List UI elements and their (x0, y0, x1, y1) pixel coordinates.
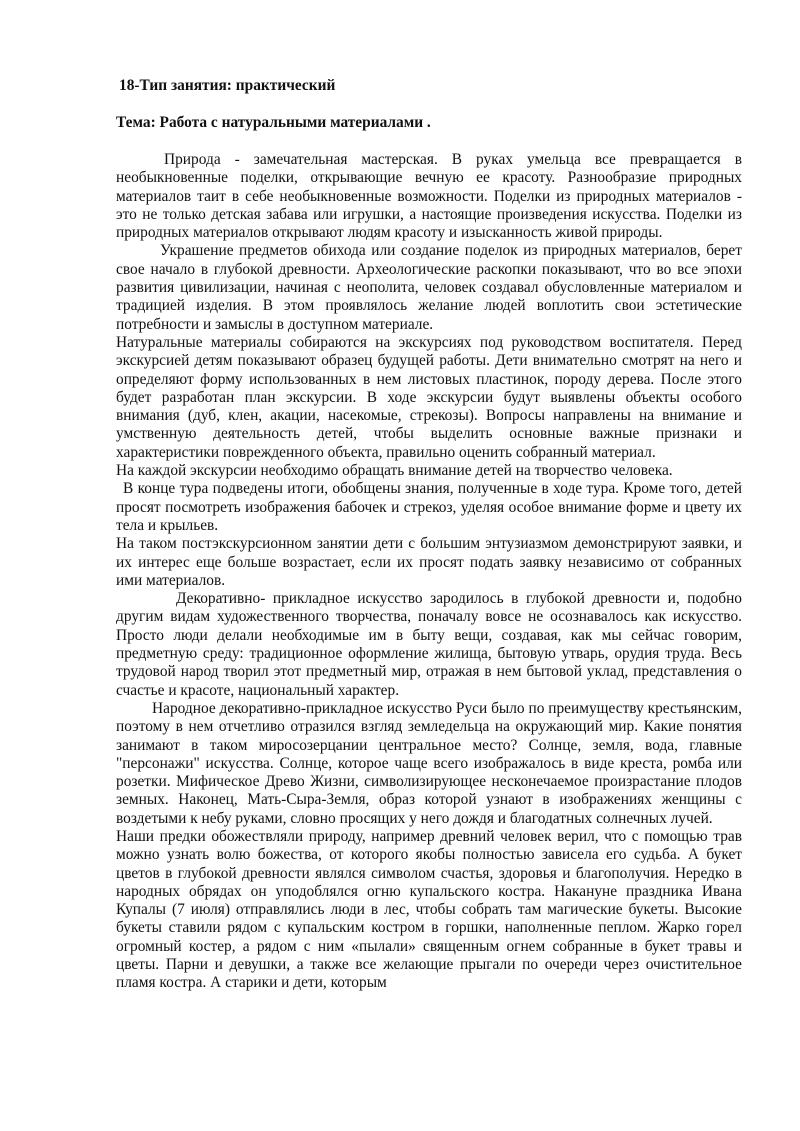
paragraph-excursions: Натуральные материалы собираются на экскурсиях под руководством воспитателя. Перед экскурсией детям показывают образец будущей работы. Дети внимательно смотрят на него и определяют форму использованных в нем листовых пластинок, породу дерева. После этого будет разработан план экскурсии. В ходе экскурсии будут выявлены объекты особого внимания (дуб, клен, акации, насекомые, стрекозы). Вопросы направлены на внимание и умственную деятельность детей, чтобы выделить основные важные признаки и характеристики поврежденного объекта, правильно оценить собранный материал. (116, 333, 742, 461)
topic-heading: Тема: Работа с натуральными материалами . (116, 114, 431, 131)
paragraph-nature-workshop: Природа - замечательная мастерская. В руках умельца все превращается в необыкновенные поделки, открывающие вечную ее красоту. Разнообразие природных материалов таит в себе необыкновенные возможности. Поделки из природных материалов - это не только детская забава или игрушки, а настоящие произведения искусства. Поделки из природных материалов открывают людям красоту и изысканность живой природы. (116, 151, 742, 242)
paragraph-tour-results: В конце тура подведены итоги, обобщены знания, полученные в ходе тура. Кроме того, детей просят посмотреть изображения бабочек и стрекоз, уделяя особое внимание форме и цвету их тела и крыльев. (116, 480, 742, 534)
document-body (116, 151, 742, 993)
paragraph-post-excursion: На таком постэкскурсионном занятии дети с большим энтузиазмом демонстрируют заявки, и их интерес еще больше возрастает, если их просят подать заявку независимо от собранных ими материалов. (116, 535, 742, 589)
lesson-type-heading: 18-Тип занятия: практический (119, 77, 336, 94)
paragraph-decoration-history: Украшение предметов обихода или создание поделок из природных материалов, берет свое начало в глубокой древности. Археологические раскопки показывают, что во все эпохи развития цивилизации, начиная с неополита, человек создавал обусловленные материалом и традицией изделия. В этом проявлялось желание людей воплотить свои эстетические потребности и замыслы в доступном материале. (116, 242, 742, 333)
paragraph-decorative-art: Декоративно- прикладное искусство зародилось в глубокой древности и, подобно другим видам художественного творчества, поначалу вовсе не осознавалось как искусство. Просто люди делали необходимые им в быту вещи, создавая, как мы сейчас говорим, предметную среду: традиционное оформление жилища, бытовую утварь, орудия труда. Весь трудовой народ творил этот предметный мир, отражая в нем бытовой уклад, представления о счастье и красоте, национальный характер. (116, 590, 742, 699)
paragraph-ancestors-nature: Наши предки обожествляли природу, например древний человек верил, что с помощью трав можно узнать волю божества, от которого якобы полностью зависела его судьба. А букет цветов в глубокой древности являлся символом счастья, здоровья и благополучия. Нередко в народных обрядах он уподоблялся огню купальского костра. Накануне праздника Ивана Купалы (7 июля) отправлялись люди в лес, чтобы собрать там магические букеты. Высокие букеты ставили рядом с купальским костром в горшки, наполненные пеплом. Жарко горел огромный костер, а рядом с ним «пылали» священным огнем собранные в букет травы и цветы. Парни и девушки, а также все желающие прыгали по очереди через очистительное пламя костра. А старики и дети, которым (116, 827, 742, 992)
paragraph-attention-creativity: На каждой экскурсии необходимо обращать внимание детей на творчество человека. (116, 462, 673, 480)
paragraph-folk-art-rus: Народное декоративно-прикладное искусство Руси было по преимуществу крестьянским, поэтому в нем отчетливо отразился взгляд земледельца на окружающий мир. Какие понятия занимают в таком миросозерцании центральное место? Солнце, земля, вода, главные "персонажи" искусства. Солнце, которое чаще всего изображалось в виде креста, ромба или розетки. Мифическое Древо Жизни, символизирующее несконечаемое произрастание плодов земных. Наконец, Мать-Сыра-Земля, образ которой узнают в изображениях женщины с воздетыми к небу руками, словно просящих у него дождя и благодатных солнечных лучей. (116, 699, 742, 827)
